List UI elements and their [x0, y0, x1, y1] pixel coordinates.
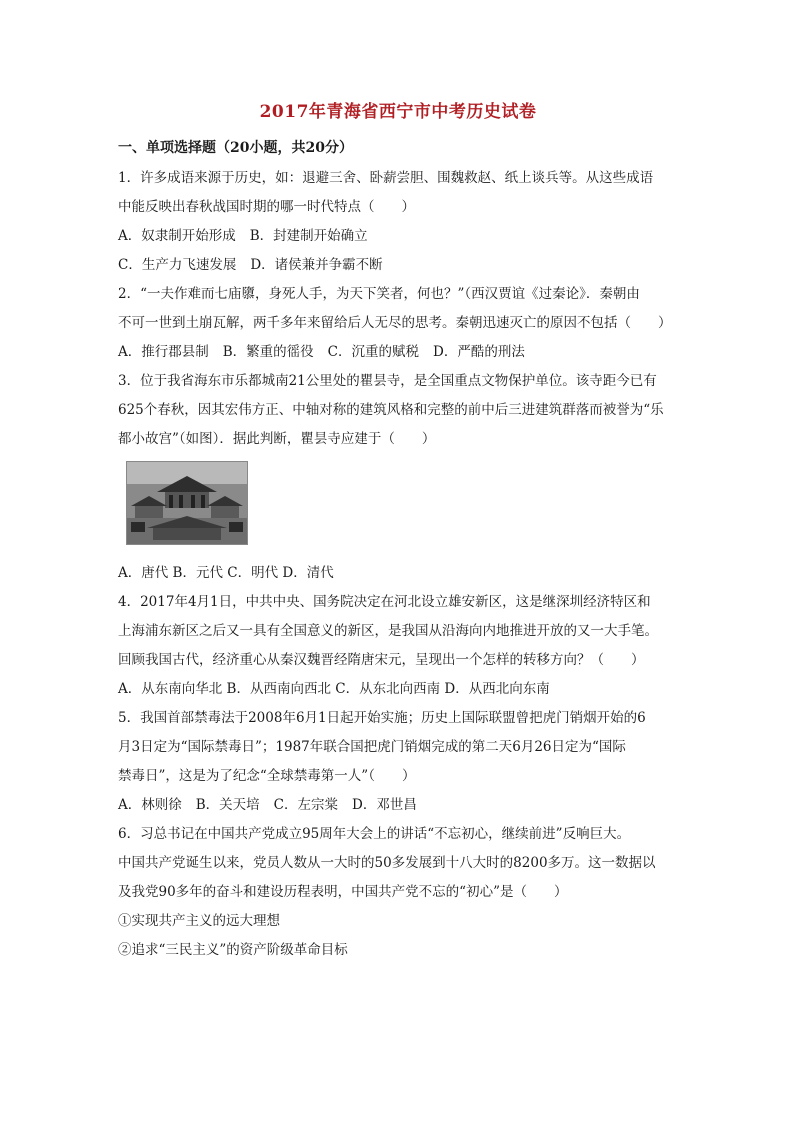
answer-options-row: [118, 795, 678, 815]
answer-options-row: [118, 255, 678, 275]
question-text-line: 都小故宫”（如图）．据此判断，瞿昙寺应建于（ ）: [118, 431, 436, 447]
answer-option: A．从东南向华北 B．从西南向西北 C．从东北向西南 D．从西北向东南: [118, 681, 550, 697]
answer-option: D．邓世昌: [352, 797, 417, 813]
answer-options-row: [118, 342, 678, 362]
answer-option: A．林则徐: [118, 797, 182, 813]
question-text-line: 上海浦东新区之后又一具有全国意义的新区，是我国从沿海向内地推进开放的又一大手笔。: [118, 623, 658, 639]
question-text-line: 4．2017年4月1日，中共中央、国务院决定在河北设立雄安新区，这是继深圳经济特区和: [118, 594, 651, 610]
section-heading: 一、单项选择题（20小题，共20分）: [118, 140, 353, 156]
question-list: [118, 168, 678, 960]
question-text-line: 不可一世到土崩瓦解，两千多年来留给后人无尽的思考。秦朝迅速灭亡的原因不包括（ ）: [118, 315, 672, 331]
answer-option: A．唐代 B．元代 C．明代 D．清代: [118, 565, 334, 581]
answer-options-row: [118, 226, 678, 246]
question-text-line: 禁毒日”，这是为了纪念“全球禁毒第一人”（ ）: [118, 768, 416, 784]
answer-option: A．奴隶制开始形成: [118, 228, 236, 244]
question-text-line: 中能反映出春秋战国时期的哪一时代特点（ ）: [118, 199, 415, 215]
question-2: [118, 284, 678, 362]
answer-option: C．沉重的赋税: [327, 344, 420, 360]
question-text-line: 3．位于我省海东市乐都城南21公里处的瞿昙寺，是全国重点文物保护单位。该寺距今已有: [118, 373, 657, 389]
question-5: [118, 708, 678, 815]
answer-options-row: [118, 563, 678, 583]
question-text-line: 及我党90多年的奋斗和建设历程表明，中国共产党不忘的“初心”是（ ）: [118, 884, 568, 900]
answer-options-row: [118, 940, 678, 960]
answer-option: C．生产力飞速发展: [118, 257, 237, 273]
answer-option: ①实现共产主义的远大理想: [118, 913, 280, 929]
question-1: [118, 168, 678, 275]
answer-option: D．诸侯兼并争霸不断: [250, 257, 383, 273]
question-text-line: 625个春秋，因其宏伟方正、中轴对称的建筑风格和完整的前中后三进建筑群落而被誉为“乐: [118, 402, 664, 418]
question-6: [118, 824, 678, 960]
answer-option: B．关天培: [195, 797, 260, 813]
answer-options-row: [118, 911, 678, 931]
question-4: [118, 592, 678, 699]
answer-option: ②追求“三民主义”的资产阶级革命目标: [118, 942, 348, 958]
answer-option: A．推行郡县制: [118, 344, 209, 360]
question-text-line: 5．我国首部禁毒法于2008年6月1日起开始实施；历史上国际联盟曾把虎门销烟开始的6: [118, 710, 646, 726]
answer-option: B．封建制开始确立: [249, 228, 368, 244]
answer-options-row: [118, 679, 678, 699]
question-3: [118, 371, 678, 583]
answer-option: B．繁重的徭役: [222, 344, 314, 360]
question-text-line: 6．习总书记在中国共产党成立95周年大会上的讲话“不忘初心，继续前进”反响巨大。: [118, 826, 631, 842]
question-text-line: 回顾我国古代，经济重心从秦汉魏晋经隋唐宋元，呈现出一个怎样的转移方向？（ ）: [118, 652, 645, 668]
question-text-line: 1．许多成语来源于历史，如：退避三舍、卧薪尝胆、围魏救赵、纸上谈兵等。从这些成语: [118, 170, 654, 186]
question-text-line: 2．“一夫作难而七庙隳，身死人手，为天下笑者，何也？”（西汉贾谊《过秦论》．秦朝由: [118, 286, 640, 302]
answer-option: D．严酷的刑法: [433, 344, 525, 360]
page-title: 2017年青海省西宁市中考历史试卷: [259, 102, 537, 122]
temple-photo: [126, 461, 248, 545]
question-text-line: 月3日定为“国际禁毒日”；1987年联合国把虎门销烟完成的第二天6月26日定为“国际: [118, 739, 626, 755]
answer-option: C．左宗棠: [273, 797, 339, 813]
question-text-line: 中国共产党诞生以来，党员人数从一大时的50多发展到十八大时的8200多万。这一数据以: [118, 855, 656, 871]
exam-page: [118, 100, 678, 969]
